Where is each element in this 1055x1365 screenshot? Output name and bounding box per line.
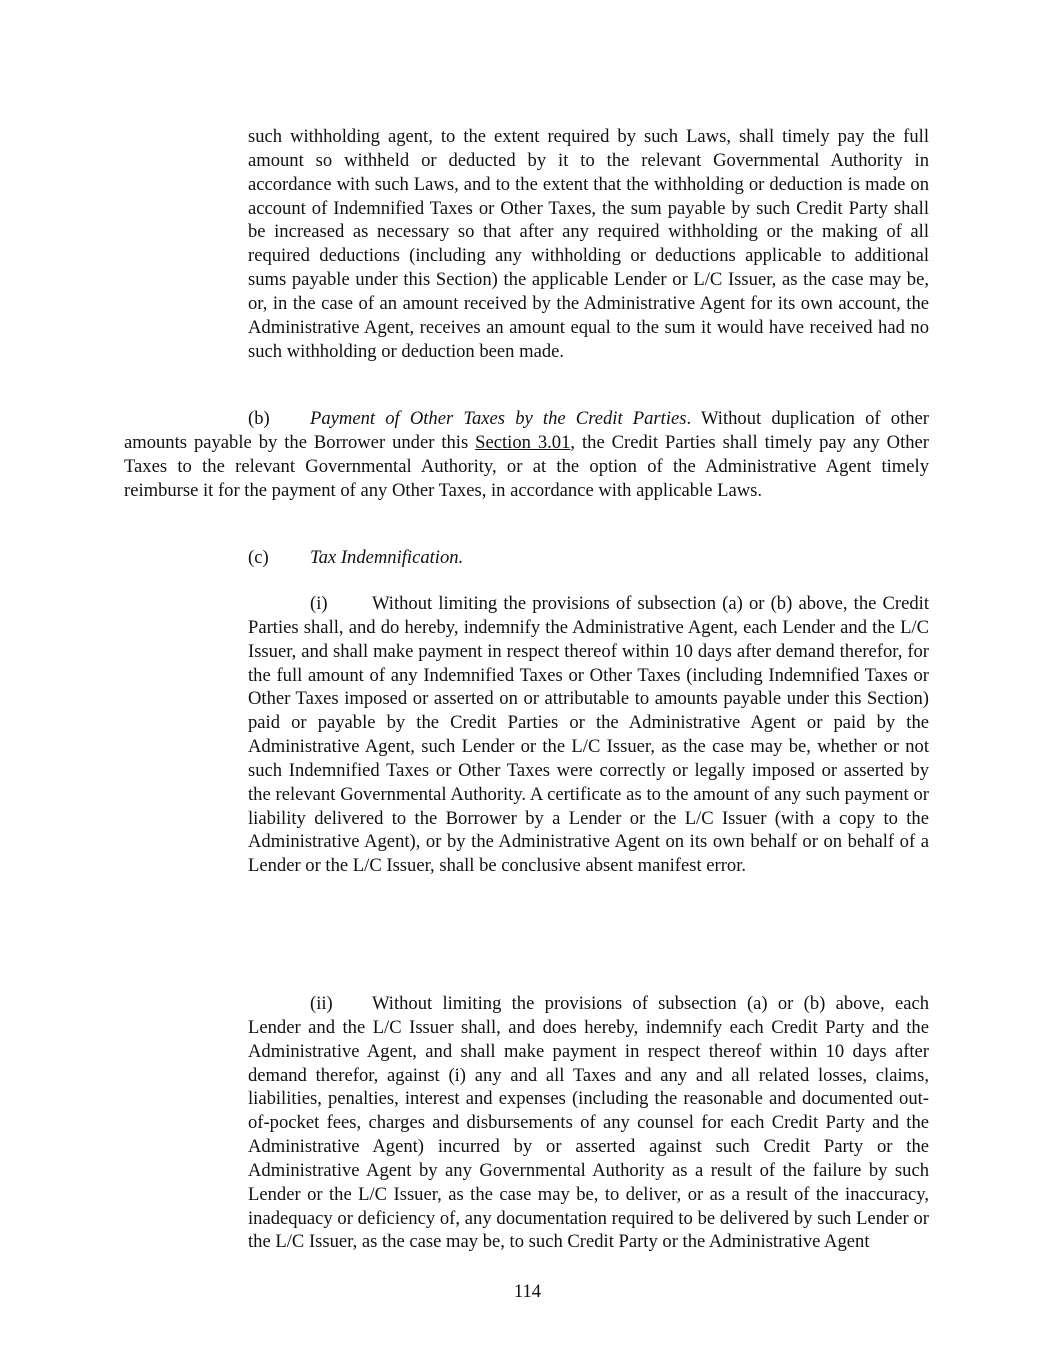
section-c-heading: Tax Indemnification. — [310, 547, 464, 568]
continuation-paragraph: such withholding agent, to the extent required by such Laws, shall timely pay the full amount so withheld or deducted by it to the relevant Governmental Authority in accordance with such Laws, and to the extent that the withholding or deduction is made on account of Indemnified Taxes or Other Taxes, the sum payable by such Credit Party shall be increased as necessary so that after any required withholding or the making of all required deductions (including any withholding or deductions applicable to additional sums payable under this Section) the applicable Lender or L/C Issuer, as the case may be, or, in the case of an amount received by the Administrative Agent for its own account, the Administrative Agent, receives an amount equal to the sum it would have received had no such withholding or deduction been made. — [248, 126, 929, 362]
section-b-text-before-link: . Without duplication of other amounts payable by the Borrower under this — [124, 408, 929, 453]
section-b-label: (b) — [248, 408, 270, 429]
subsection-i-label: (i) — [310, 593, 328, 614]
section-3-01-link[interactable]: Section 3.01 — [475, 431, 571, 453]
subsection-ii-text: Without limiting the provisions of subsection (a) or (b) above, each Lender and the L/C Issuer shall, and does hereby, indemnify each Credit Party and the Administrative Agent, and shall make payment in respect thereof within 10 days after demand therefor, against (i) any and all Taxes and any and all related losses, claims, liabilities, penalties, interest and expenses (including the reasonable and documented out-of-pocket fees, charges and disbursements of any counsel for each Credit Party and the Administrative Agent) incurred by or asserted against such Credit Party or the Administrative Agent by any Governmental Authority as a result of the failure by such Lender or the L/C Issuer, as the case may be, to deliver, or as a result of the inaccuracy, inadequacy or deficiency of, any documentation required to be delivered by such Lender or the L/C Issuer, as the case may be, to such Credit Party or the Administrative Agent — [248, 993, 929, 1253]
section-b-paragraph — [124, 407, 929, 502]
subsection-i-text: Without limiting the provisions of subsection (a) or (b) above, the Credit Parties shall, and do hereby, indemnify the Administrative Agent, each Lender and the L/C Issuer, and shall make payment in respect thereof within 10 days after demand therefor, for the full amount of any Indemnified Taxes or Other Taxes (including Indemnified Taxes or Other Taxes imposed or asserted on or attributable to amounts payable under this Section) paid or payable by the Credit Parties or the Administrative Agent or paid by the Administrative Agent, such Lender or the L/C Issuer, as the case may be, whether or not such Indemnified Taxes or Other Taxes were correctly or legally imposed or asserted by the relevant Governmental Authority. A certificate as to the amount of any such payment or liability delivered to the Borrower by a Lender or the L/C Issuer (with a copy to the Administrative Agent), or by the Administrative Agent on its own behalf or on behalf of a Lender or the L/C Issuer, shall be conclusive absent manifest error. — [248, 593, 929, 877]
page-number: 114 — [513, 1281, 542, 1302]
section-b-text-after-link: , the Credit Parties shall timely pay any Other Taxes to the relevant Governmental Authority, or at the option of the Administrative Agent timely reimburse it for the payment of any Other Taxes, in accordance with applicable Laws. — [124, 431, 929, 501]
section-c-heading-line — [248, 546, 929, 570]
subsection-i-paragraph — [248, 592, 929, 878]
section-b-heading: Payment of Other Taxes by the Credit Parties — [310, 408, 687, 429]
subsection-ii-label: (ii) — [310, 993, 333, 1014]
subsection-ii-paragraph — [248, 992, 929, 1254]
section-c-label: (c) — [248, 547, 269, 568]
